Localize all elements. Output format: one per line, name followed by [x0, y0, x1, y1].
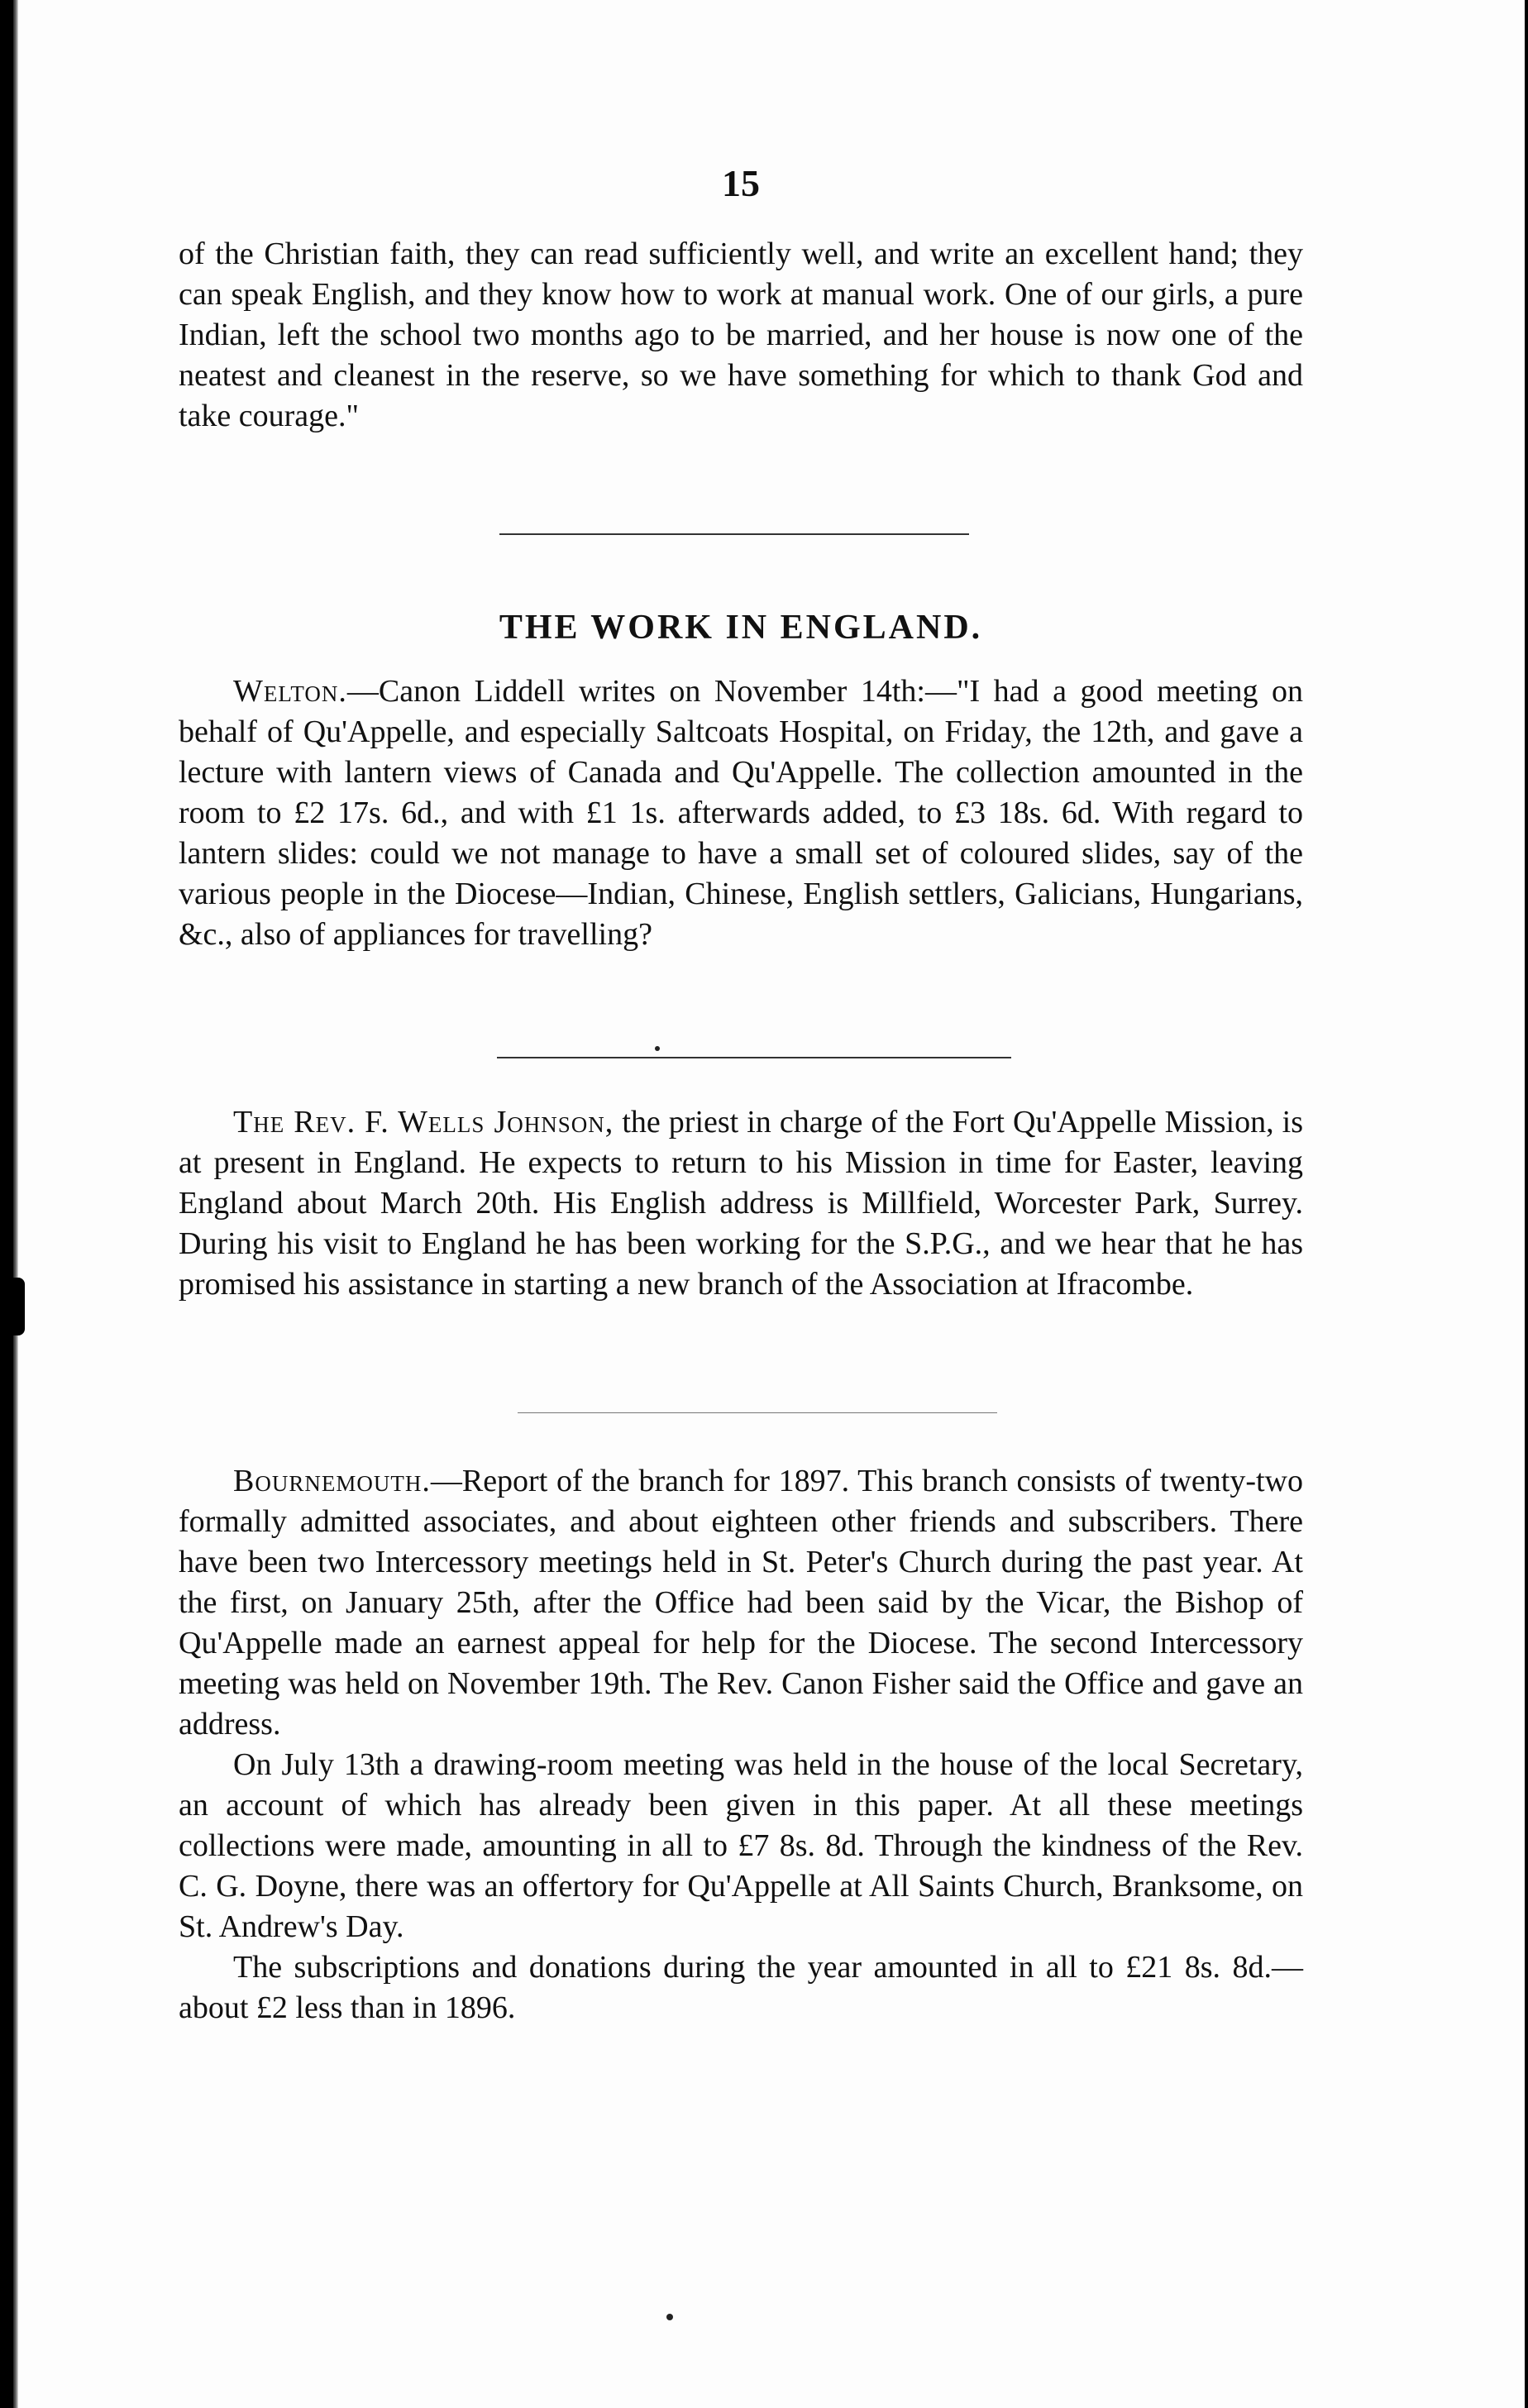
section-divider: [499, 533, 969, 535]
bournemouth-text: —Report of the branch for 1897. This branch consists of twenty-two formally admitted associates, and about eighteen other friends and subscribers. There have been two Intercessory meetings held in St. Peter's Church during the past year. At the first, on January 25th, after the Office had been said by the Vicar, the Bishop of Qu'Appelle made an earnest appeal for help for the Diocese. The second Intercessory meeting was held on November 19th. The Rev. Canon Fisher said the Office and gave an address.: [179, 1464, 1303, 1742]
bournemouth-section: [179, 1461, 1303, 2028]
welton-lead: Welton.: [233, 674, 347, 709]
item-divider: [497, 1057, 1011, 1058]
ink-speck-bottom: [666, 2314, 673, 2320]
item-divider-faint: [518, 1412, 997, 1413]
welton-text: —Canon Liddell writes on November 14th:—"I had a good meeting on behalf of Qu'Appelle, and especially Saltcoats Hospital, on Friday, the 12th, and gave a lecture with lantern views of Canada and Qu'Appelle. The collection amounted in the room to £2 17s. 6d., and with £1 1s. afterwards added, to £3 18s. 6d. With regard to lantern slides: could we not manage to have a small set of coloured slides, say of the various people in the Diocese—Indian, Chinese, English settlers, Galicians, Hungarians, &c., also of appliances for travelling?: [179, 674, 1303, 952]
bournemouth-para3: The subscriptions and donations during the year amounted in all to £21 8s. 8d.—about £2 less than in 1896.: [179, 1950, 1303, 2025]
page-number: 15: [722, 162, 760, 204]
ink-speck: [655, 1046, 660, 1051]
johnson-text: the priest in charge of the Fort Qu'Appelle Mission, is at present in England. He expects to return to his Mission in time for Easter, leaving England about March 20th. His English address is Millfield, Worcester Park, Surrey. During his visit to England he has been working for the S.P.G., and we hear that he has promised his assistance in starting a new branch of the Association at Ifracombe.: [179, 1105, 1303, 1302]
bournemouth-para2: On July 13th a drawing-room meeting was held in the house of the local Secretary, an account of which has already been given in this paper. At all these meetings collections were made, amounting in all to £7 8s. 8d. Through the kindness of the Rev. C. G. Doyne, there was an offertory for Qu'Appelle at All Saints Church, Branksome, on St. Andrew's Day.: [179, 1747, 1303, 1944]
page-binding-edge: [13, 0, 18, 2408]
page-edge-mark: [13, 1278, 25, 1335]
johnson-lead: The Rev. F. Wells Johnson,: [233, 1105, 614, 1140]
section-heading: THE WORK IN ENGLAND.: [499, 609, 983, 647]
document-page: [13, 0, 1525, 2408]
bournemouth-lead: Bournemouth.: [233, 1464, 431, 1498]
johnson-paragraph: [179, 1102, 1303, 1305]
intro-text: of the Christian faith, they can read sufficiently well, and write an excellent hand; they can speak English, and they know how to work at manual work. One of our girls, a pure Indian, left the school two months ago to be married, and her house is now one of the neatest and cleanest in the reserve, so we have something for which to thank God and take courage.": [179, 236, 1303, 433]
welton-paragraph: [179, 671, 1303, 955]
intro-paragraph: [179, 234, 1303, 437]
